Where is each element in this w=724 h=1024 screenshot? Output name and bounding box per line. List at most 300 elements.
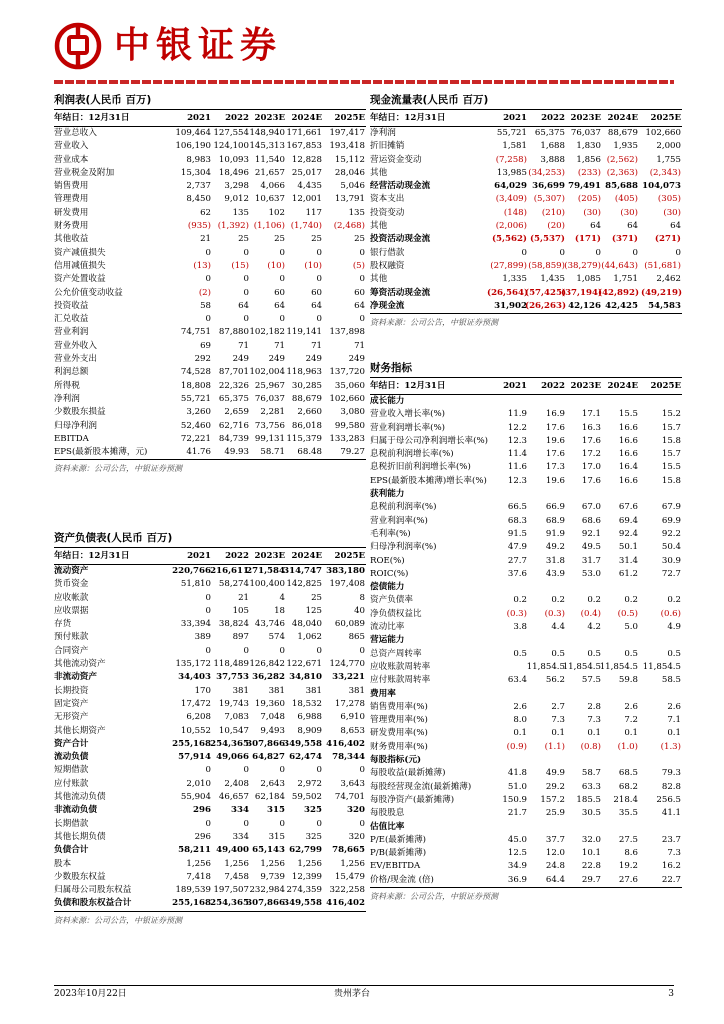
- header-label: 年结日：12月31日: [370, 113, 446, 123]
- cell-value: (5): [352, 260, 365, 271]
- year-header: 2023E: [570, 113, 601, 123]
- cell-value: 64,029: [494, 181, 527, 192]
- cell-value: 25: [354, 234, 365, 245]
- cell-value: 63.3: [581, 781, 601, 792]
- row-label: 估值比率: [370, 821, 405, 832]
- cell-value: 41.76: [186, 447, 211, 458]
- row-label: 应付账款: [54, 778, 89, 789]
- cell-value: 8,983: [186, 154, 211, 165]
- cell-value: 115,379: [286, 433, 322, 444]
- cell-value: 127,554: [213, 128, 249, 138]
- table-row: [370, 714, 682, 727]
- cell-value: 135: [348, 207, 365, 218]
- table-row: [54, 645, 366, 658]
- cell-value: 0: [632, 247, 638, 258]
- row-label: 投资变动: [370, 207, 405, 218]
- cell-value: 88,679: [607, 128, 638, 138]
- table-row: [54, 140, 366, 153]
- cell-value: 62,184: [254, 792, 285, 803]
- cell-value: 0: [243, 645, 249, 656]
- table-row: [54, 592, 366, 605]
- year-header: 2021: [187, 551, 211, 561]
- cell-value: 2,660: [297, 407, 322, 418]
- table-row: [54, 353, 366, 366]
- cell-value: 74,528: [180, 367, 211, 378]
- cell-value: (0.3): [544, 608, 565, 619]
- income-source: 资料来源：公司公告，中银证券预测: [54, 459, 366, 477]
- table-row: [54, 897, 366, 910]
- cell-value: 15.8: [661, 435, 681, 446]
- row-label: 非流动负债: [54, 805, 97, 816]
- row-label: 归母净利润率(%): [370, 542, 437, 553]
- cell-value: 15.5: [661, 462, 681, 473]
- row-label: EV/EBITDA: [370, 861, 421, 872]
- cell-value: 62,474: [289, 752, 322, 763]
- cell-value: 0: [279, 765, 285, 776]
- cell-value: (51,681): [644, 260, 681, 271]
- cell-value: (1,106): [253, 221, 285, 232]
- table-row: [370, 621, 682, 634]
- cell-value: 1,256: [260, 858, 285, 869]
- cell-value: 1,856: [576, 154, 601, 165]
- row-label: 应付账款周转率: [370, 675, 431, 686]
- cell-value: 0: [205, 605, 211, 616]
- cell-value: (10): [267, 260, 285, 271]
- table-row: [370, 594, 682, 607]
- cell-value: (0.9): [506, 741, 527, 752]
- cell-value: 185.5: [576, 794, 601, 805]
- row-label: 资产处置收益: [54, 274, 106, 285]
- cell-value: 307,866: [246, 738, 285, 749]
- cell-value: 296: [193, 805, 211, 816]
- cell-value: 12,828: [291, 154, 322, 165]
- cell-value: 19.2: [618, 861, 638, 872]
- cell-value: 30.9: [661, 555, 681, 566]
- balance-source: 资料来源：公司公告，中银证券预测: [54, 911, 366, 929]
- cell-value: 15.2: [661, 409, 681, 420]
- cell-value: 76,037: [254, 393, 285, 404]
- table-row: [370, 754, 682, 767]
- table-row: [370, 140, 682, 153]
- table-row: [370, 581, 682, 594]
- table-row: [54, 605, 366, 618]
- cell-value: 57,914: [178, 752, 211, 763]
- row-label: 汇兑收益: [54, 314, 89, 325]
- cell-value: 148,940: [249, 128, 285, 138]
- cell-value: 43.9: [545, 568, 565, 579]
- table-row: [54, 858, 366, 871]
- cell-value: (20): [547, 221, 565, 232]
- table-row: [370, 528, 682, 541]
- cell-value: 254,365: [210, 738, 249, 749]
- cell-value: 0: [243, 274, 249, 285]
- row-label: 管理费用: [54, 194, 89, 205]
- cell-value: 65,375: [218, 393, 249, 404]
- cell-value: 27.6: [618, 874, 638, 885]
- cell-value: 68.9: [545, 515, 565, 526]
- cell-value: (1,392): [217, 221, 249, 232]
- cell-value: 1,335: [502, 274, 527, 285]
- cell-value: 42,126: [568, 300, 601, 311]
- cell-value: 6,910: [340, 712, 365, 723]
- cell-value: 67.0: [581, 502, 601, 513]
- cell-value: 2.6: [513, 701, 527, 712]
- cell-value: 0: [279, 247, 285, 258]
- cell-value: 170: [194, 685, 211, 696]
- cell-value: 16.6: [618, 475, 638, 486]
- cell-value: 193,418: [329, 141, 365, 152]
- row-label: 长期投资: [54, 685, 89, 696]
- cell-value: 69.4: [618, 515, 638, 526]
- year-header: 2023E: [254, 551, 285, 561]
- cell-value: 30.5: [581, 808, 601, 819]
- cell-value: 79.27: [340, 447, 365, 458]
- cell-value: 0: [359, 314, 365, 325]
- cell-value: 171,661: [286, 128, 322, 138]
- table-row: [370, 488, 682, 501]
- cell-value: 0.5: [667, 648, 681, 659]
- cell-value: 197,408: [329, 579, 365, 590]
- cell-value: 10,552: [180, 725, 211, 736]
- cell-value: 0.1: [624, 728, 638, 739]
- financial-ratios: [370, 360, 682, 905]
- table-row: [370, 154, 682, 167]
- cell-value: 22.8: [581, 861, 601, 872]
- cell-value: (2,006): [495, 221, 527, 232]
- table-row: [54, 871, 366, 884]
- row-label: 折旧摊销: [370, 141, 405, 152]
- row-label: 资本支出: [370, 194, 405, 205]
- row-label: 营业总收入: [54, 128, 97, 138]
- bank-of-china-logo-icon: [54, 22, 102, 70]
- row-label: 负债合计: [54, 845, 89, 856]
- cell-value: 41.8: [507, 768, 527, 779]
- cell-value: (5,562): [491, 234, 527, 245]
- cell-value: (5,537): [529, 234, 565, 245]
- row-label: EBITDA: [54, 433, 89, 444]
- header-label: 年结日：12月31日: [370, 381, 446, 391]
- table-row: [54, 778, 366, 791]
- cell-value: 34.9: [507, 861, 527, 872]
- cell-value: 3.8: [513, 622, 527, 633]
- cell-value: 13,791: [334, 194, 365, 205]
- row-label: 营运能力: [370, 635, 405, 646]
- cell-value: (30): [620, 207, 638, 218]
- brand-name: 中银证券: [114, 25, 283, 66]
- ratios-table: [370, 380, 682, 887]
- cell-value: 18: [274, 605, 285, 616]
- balance-sheet: [54, 530, 366, 929]
- table-row: [370, 180, 682, 193]
- cell-value: 48,040: [291, 619, 322, 630]
- cell-value: 0: [279, 645, 285, 656]
- cell-value: (271): [654, 234, 681, 245]
- cell-value: (27,899): [490, 260, 527, 271]
- cell-value: 2.7: [551, 701, 565, 712]
- cell-value: 314,747: [283, 566, 322, 576]
- year-header: 2022: [541, 113, 565, 123]
- cell-value: 7,418: [186, 871, 211, 882]
- cell-value: 325: [304, 805, 322, 816]
- cell-value: 0: [359, 645, 365, 656]
- report-header: [54, 18, 674, 76]
- cell-value: 60: [311, 287, 322, 298]
- row-label: 股权融资: [370, 260, 405, 271]
- cell-value: 2,408: [224, 778, 249, 789]
- table-row: [370, 741, 682, 754]
- cell-value: 0.2: [551, 595, 565, 606]
- cell-value: 1,435: [540, 274, 565, 285]
- cell-value: 220,766: [172, 566, 211, 576]
- cell-value: 102,660: [329, 393, 365, 404]
- table-row: [54, 433, 366, 446]
- cell-value: 51,810: [180, 579, 211, 590]
- cell-value: 4: [279, 592, 285, 603]
- cell-value: 0: [316, 247, 322, 258]
- cell-value: 15,112: [334, 154, 365, 165]
- cell-value: 0: [675, 247, 681, 258]
- cell-value: 72,221: [180, 433, 211, 444]
- row-label: 存货: [54, 619, 72, 630]
- row-label: 其他: [370, 221, 388, 232]
- table-row: [370, 501, 682, 514]
- cell-value: 137,720: [329, 367, 365, 378]
- cell-value: 1,755: [656, 154, 681, 165]
- cell-value: 17.2: [581, 449, 601, 460]
- cell-value: 334: [232, 831, 249, 842]
- cell-value: 24.8: [545, 861, 565, 872]
- cell-value: 249: [348, 354, 365, 365]
- cell-value: 25,967: [254, 380, 285, 391]
- cell-value: 3,888: [540, 154, 565, 165]
- cell-value: 25: [311, 592, 322, 603]
- cell-value: 145,313: [249, 141, 285, 152]
- row-label: 少数股东损益: [54, 407, 106, 418]
- cell-value: 416,402: [326, 898, 365, 909]
- cell-value: (0.8): [580, 741, 601, 752]
- cell-value: 157.2: [540, 794, 565, 805]
- cell-value: 292: [194, 354, 211, 365]
- row-label: 价格/现金流 (倍): [370, 874, 434, 885]
- cell-value: 49.2: [545, 542, 565, 553]
- cell-value: 142,825: [286, 579, 322, 590]
- table-row: [370, 781, 682, 794]
- cell-value: 4.4: [551, 622, 565, 633]
- cell-value: 34,403: [178, 672, 211, 683]
- cell-value: 0: [316, 818, 322, 829]
- cell-value: 197,507: [213, 885, 249, 896]
- row-label: 研发费用率(%): [370, 728, 428, 739]
- cell-value: 0.2: [587, 595, 601, 606]
- ratios-title: 财务指标: [370, 360, 682, 378]
- cell-value: 133,283: [329, 433, 365, 444]
- cell-value: 58,274: [218, 579, 249, 590]
- cell-value: 68.5: [618, 768, 638, 779]
- table-row: [54, 300, 366, 313]
- cell-value: 58.5: [661, 675, 681, 686]
- cell-value: 15.8: [661, 475, 681, 486]
- row-label: 销售费用率(%): [370, 701, 428, 712]
- cell-value: 0.2: [624, 595, 638, 606]
- row-label: 银行借款: [370, 247, 405, 258]
- cell-value: 62: [200, 207, 211, 218]
- cell-value: 17.3: [545, 462, 565, 473]
- table-row: [54, 631, 366, 644]
- cell-value: 16.6: [618, 449, 638, 460]
- cell-value: 216,611: [210, 566, 249, 576]
- cell-value: 16.3: [581, 422, 601, 433]
- cell-value: 5,046: [340, 181, 365, 192]
- cell-value: 18,808: [180, 380, 211, 391]
- row-label: ROIC(%): [370, 568, 409, 579]
- row-label: 合同资产: [54, 645, 89, 656]
- cell-value: (0.5): [617, 608, 638, 619]
- cell-value: (1.0): [617, 741, 638, 752]
- cell-value: 76,037: [570, 128, 601, 138]
- cell-value: 15.7: [661, 449, 681, 460]
- year-header: 2024E: [607, 381, 638, 391]
- cell-value: 60,089: [334, 619, 365, 630]
- cell-value: 18,496: [218, 167, 249, 178]
- page-footer: [54, 985, 674, 1002]
- cell-value: 2,972: [297, 778, 322, 789]
- cell-value: 78,344: [332, 752, 365, 763]
- table-row: [370, 287, 682, 300]
- cell-value: 32.0: [581, 834, 601, 845]
- cell-value: 271,584: [246, 566, 285, 576]
- cell-value: (30): [583, 207, 601, 218]
- table-row: [370, 608, 682, 621]
- cell-value: 124,100: [213, 141, 249, 152]
- cell-value: 36,282: [252, 672, 285, 683]
- table-row: [54, 804, 366, 817]
- table-row: [370, 515, 682, 528]
- table-row: [54, 446, 366, 459]
- cell-value: 8,653: [340, 725, 365, 736]
- cell-value: 102,660: [645, 128, 681, 138]
- cell-value: 2.6: [624, 701, 638, 712]
- cell-value: 897: [232, 632, 249, 643]
- cell-value: 74,701: [334, 792, 365, 803]
- cell-value: 11.4: [507, 449, 527, 460]
- row-label: 毛利率(%): [370, 528, 411, 539]
- row-label: 其他流动负债: [54, 792, 106, 803]
- cell-value: 51.0: [507, 781, 527, 792]
- cell-value: 2,281: [260, 407, 285, 418]
- cell-value: 64: [354, 300, 365, 311]
- table-row: [370, 300, 682, 313]
- row-label: 息税折旧前利润增长率(%): [370, 462, 471, 473]
- row-label: 非流动资产: [54, 672, 97, 683]
- cell-value: (0.3): [506, 608, 527, 619]
- cell-value: (2,562): [606, 154, 638, 165]
- cell-value: 30,285: [291, 380, 322, 391]
- cell-value: (49,219): [641, 287, 683, 298]
- row-label: 短期借款: [54, 765, 89, 776]
- table-row: [370, 220, 682, 233]
- cell-value: 79,491: [568, 181, 601, 192]
- cell-value: 21,657: [254, 167, 285, 178]
- cell-value: 43,746: [254, 619, 285, 630]
- table-row: [54, 831, 366, 844]
- cell-value: 10,547: [218, 725, 249, 736]
- cell-value: 19,743: [218, 698, 249, 709]
- cell-value: 47.9: [507, 542, 527, 553]
- cell-value: 0: [243, 818, 249, 829]
- cell-value: 135: [232, 207, 249, 218]
- year-header: 2025E: [334, 551, 365, 561]
- cell-value: 55,721: [180, 393, 211, 404]
- cell-value: 0: [243, 247, 249, 258]
- cell-value: 249: [305, 354, 322, 365]
- cell-value: (2): [198, 287, 211, 298]
- cell-value: 17,278: [334, 698, 365, 709]
- cell-value: 58.7: [581, 768, 601, 779]
- table-row: [54, 247, 366, 260]
- year-header: 2024E: [291, 113, 322, 123]
- cell-value: 7.3: [587, 715, 601, 726]
- row-label: 资产负债率: [370, 595, 413, 606]
- row-label: ROE(%): [370, 555, 405, 566]
- cell-value: 71: [311, 340, 322, 351]
- cell-value: 11,854.5: [562, 661, 601, 672]
- cell-value: 0.5: [551, 648, 565, 659]
- cell-value: 79.3: [661, 768, 681, 779]
- cell-value: 86,018: [291, 420, 322, 431]
- cell-value: 0: [205, 645, 211, 656]
- cashflow-statement: [370, 92, 682, 331]
- cell-value: 85,688: [605, 181, 638, 192]
- cell-value: 35.5: [618, 808, 638, 819]
- cell-value: 274,359: [286, 885, 322, 896]
- row-label: 利润总额: [54, 367, 89, 378]
- cell-value: 383,180: [326, 566, 365, 576]
- cell-value: 21: [238, 592, 249, 603]
- row-label: 净利润: [370, 128, 396, 138]
- cell-value: (1,740): [290, 221, 322, 232]
- cell-value: (10): [304, 260, 322, 271]
- table-row: [370, 408, 682, 421]
- cell-value: 197,417: [329, 128, 365, 138]
- table-row: [370, 422, 682, 435]
- cell-value: 0: [205, 765, 211, 776]
- cell-value: 325: [305, 831, 322, 842]
- table-row: [54, 340, 366, 353]
- cell-value: (1.3): [660, 741, 681, 752]
- cell-value: 71: [238, 340, 249, 351]
- row-label: 息税前利润增长率(%): [370, 449, 454, 460]
- table-row: [370, 167, 682, 180]
- row-label: 每股指标(元): [370, 755, 422, 766]
- row-label: 归属于母公司净利润增长率(%): [370, 435, 488, 446]
- cell-value: (0.4): [580, 608, 601, 619]
- row-label: 预付账款: [54, 632, 89, 643]
- table-row: [370, 193, 682, 206]
- row-label: 其他流动资产: [54, 659, 106, 670]
- cell-value: 0: [279, 314, 285, 325]
- year-header: 2025E: [334, 113, 365, 123]
- table-row: [370, 874, 682, 887]
- cell-value: 2,737: [186, 181, 211, 192]
- cell-value: 2,643: [260, 778, 285, 789]
- income-table: [54, 112, 366, 459]
- cell-value: (57,425): [525, 287, 567, 298]
- table-row: [370, 674, 682, 687]
- row-label: 总资产周转率: [370, 648, 422, 659]
- cell-value: 0.1: [667, 728, 681, 739]
- cell-value: 64: [274, 300, 285, 311]
- cell-value: (405): [614, 194, 638, 205]
